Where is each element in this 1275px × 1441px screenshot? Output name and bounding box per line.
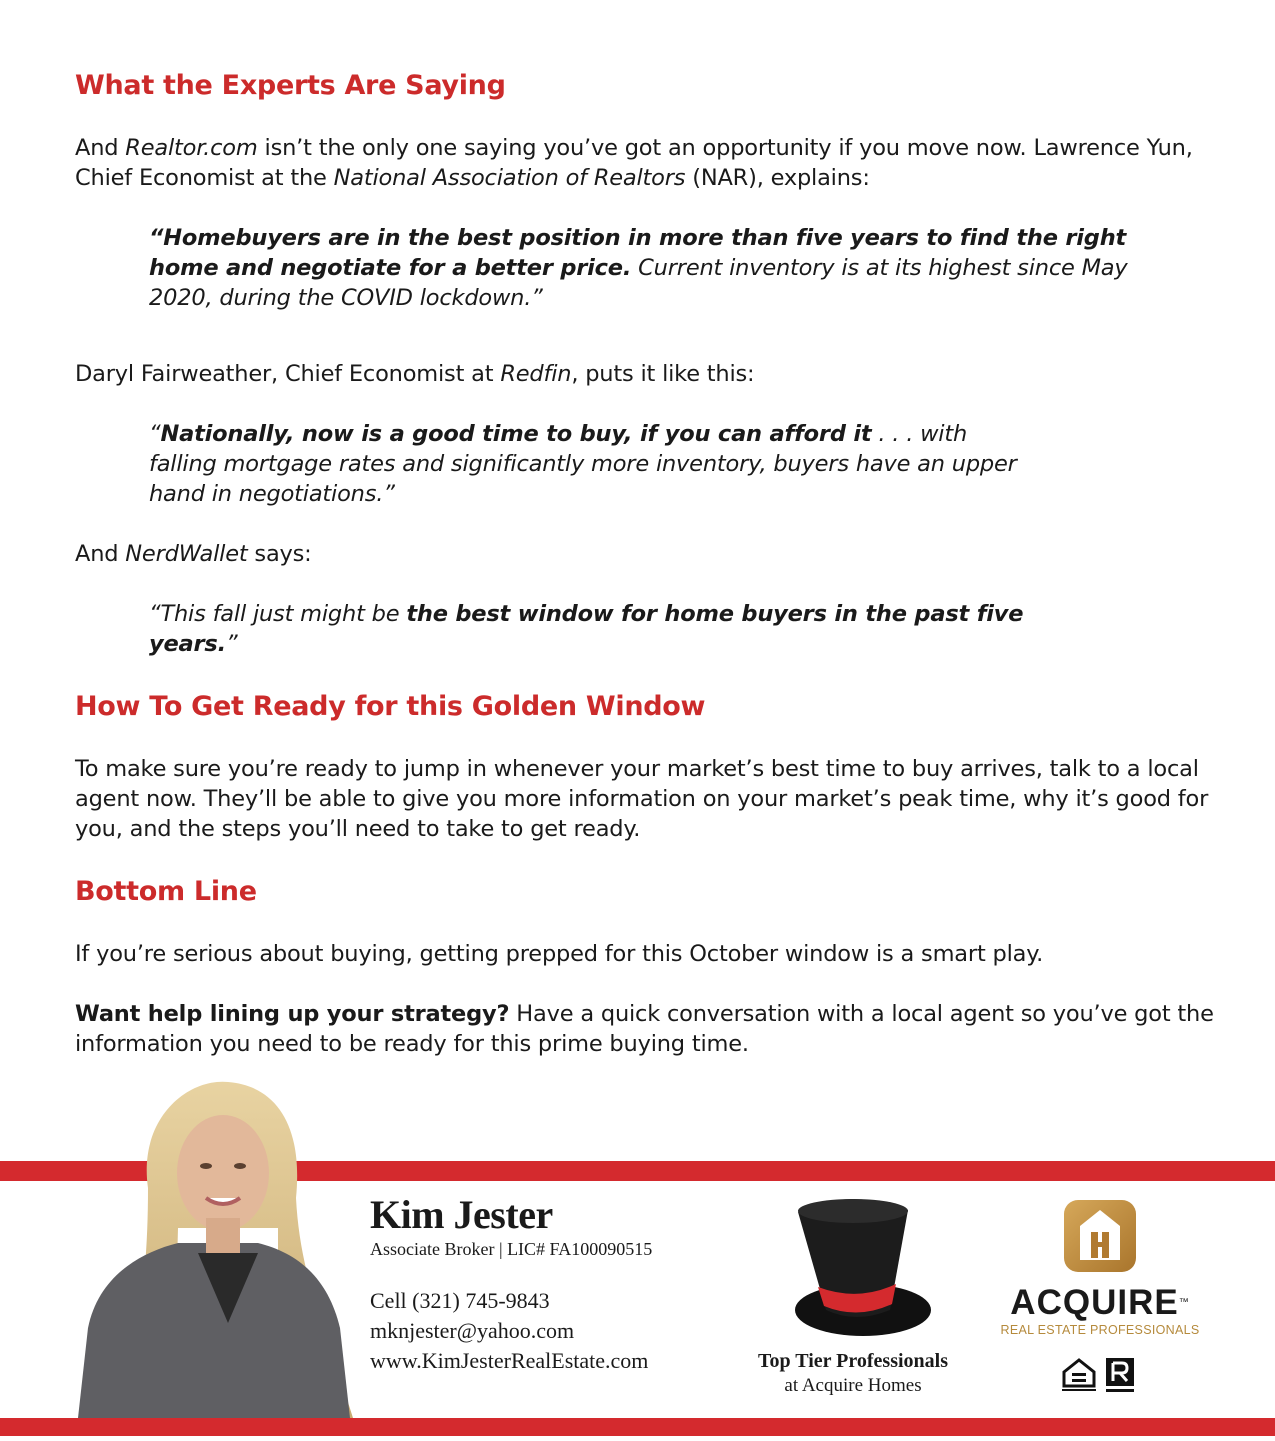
paragraph-cta: Want help lining up your strategy? Have a quick conversation with a local agent so you’ve got the information you need to be ready for this prime buying time.	[75, 1001, 1214, 1057]
section-heading-golden: How To Get Ready for this Golden Window	[75, 691, 706, 722]
quote-nerdwallet: “This fall just might be the best window for home buyers in the past five years.”	[149, 601, 1024, 657]
agent-photo	[78, 1078, 360, 1418]
agent-website[interactable]: www.KimJesterRealEstate.com	[370, 1348, 649, 1373]
house-logo-icon	[1062, 1198, 1138, 1274]
agent-cell: Cell (321) 745-9843	[370, 1288, 550, 1313]
footer-bottom-bar	[0, 1418, 1275, 1436]
agent-info	[370, 1192, 652, 1376]
equal-housing-icon	[1062, 1360, 1096, 1391]
tagline	[728, 1348, 978, 1398]
realtor-icon	[1106, 1358, 1134, 1392]
section-heading-experts: What the Experts Are Saying	[75, 70, 506, 101]
paragraph-bottom-line: If you’re serious about buying, getting prepped for this October window is a smart play.	[75, 941, 1044, 967]
tagline-line-1: Top Tier Professionals	[757, 1350, 949, 1372]
agent-name: Kim Jester	[370, 1192, 553, 1237]
acquire-logo	[995, 1198, 1205, 1338]
paragraph-realtor: And Realtor.com isn’t the only one saying you’ve got an opportunity if you move now. Lawrence Yun, Chief Economist at the National Association of Realtors (NAR), explains:	[75, 135, 1193, 191]
top-hat-icon	[768, 1192, 938, 1352]
quote-fairweather: “Nationally, now is a good time to buy, if you can afford it . . . with falling mortgage rates and significantly more inventory, buyers have an upper hand in negotiations.”	[149, 421, 1017, 507]
paragraph-redfin: Daryl Fairweather, Chief Economist at Redfin, puts it like this:	[75, 361, 755, 387]
agent-title: Associate Broker | LIC# FA100090515	[370, 1239, 653, 1259]
agent-email[interactable]: mknjester@yahoo.com	[370, 1318, 575, 1343]
tagline-line-2: at Acquire Homes	[784, 1375, 922, 1396]
paragraph-nerdwallet: And NerdWallet says:	[75, 541, 312, 567]
brand-subtitle: REAL ESTATE PROFESSIONALS	[1000, 1323, 1200, 1337]
brand-name: ACQUIRE™	[1010, 1283, 1190, 1322]
agent-contact	[370, 1286, 652, 1376]
badges	[1060, 1356, 1150, 1396]
paragraph-golden: To make sure you’re ready to jump in whenever your market’s best time to buy arrives, talk to a local agent now. They’ll be able to give you more information on your market’s peak time, why it’s good for you, and the steps you’ll need to take to get ready.	[75, 756, 1209, 842]
quote-yun: “Homebuyers are in the best position in more than five years to find the right home and negotiate for a better price. Current inventory is at its highest since May 2020, during the COVID lockdown.”	[149, 225, 1128, 311]
section-heading-bottom-line: Bottom Line	[75, 876, 257, 907]
